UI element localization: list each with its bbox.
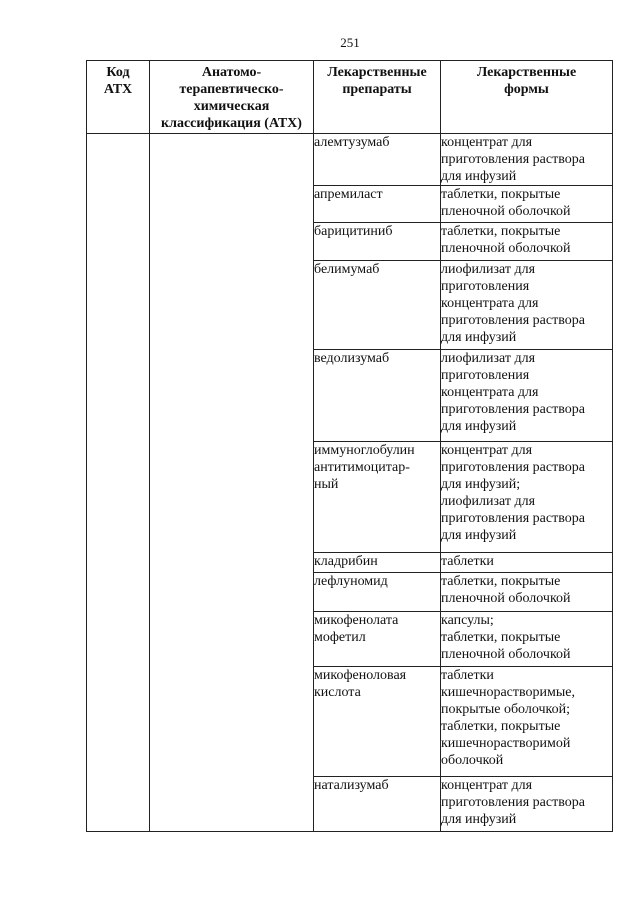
header-dosage-forms: Лекарственные формы xyxy=(441,61,613,134)
atx-code-cell xyxy=(87,134,150,832)
drug-name: алемтузумаб xyxy=(314,134,441,186)
table-header-row xyxy=(87,61,613,134)
header-atx-classification: Анатомо- терапевтическо- химическая классификация (АТХ) xyxy=(150,61,314,134)
dosage-form: таблетки xyxy=(441,553,613,573)
drug-name: натализумаб xyxy=(314,777,441,832)
drug-name: белимумаб xyxy=(314,261,441,350)
drug-name: микофенолата мофетил xyxy=(314,612,441,667)
drug-name: иммуноглобулин антитимоцитар- ный xyxy=(314,442,441,553)
dosage-form: лиофилизат для приготовления концентрата для приготовления раствора для инфузий xyxy=(441,261,613,350)
dosage-form: концентрат для приготовления раствора для инфузий xyxy=(441,777,613,832)
drug-name: апремиласт xyxy=(314,186,441,223)
atx-drug-table xyxy=(86,60,613,832)
page-number: 251 xyxy=(340,35,360,50)
drug-name: микофеноловая кислота xyxy=(314,667,441,777)
dosage-form: концентрат для приготовления раствора для инфузий xyxy=(441,134,613,186)
drug-name: кладрибин xyxy=(314,553,441,573)
header-atx-code: Код АТХ xyxy=(87,61,150,134)
drug-name: барицитиниб xyxy=(314,223,441,261)
dosage-form: таблетки, покрытые пленочной оболочкой xyxy=(441,186,613,223)
dosage-form: капсулы; таблетки, покрытые пленочной оболочкой xyxy=(441,612,613,667)
dosage-form: таблетки кишечнорастворимые, покрытые оболочкой; таблетки, покрытые кишечнорастворимой оболочкой xyxy=(441,667,613,777)
atx-classification-cell xyxy=(150,134,314,832)
drug-name: лефлуномид xyxy=(314,573,441,612)
dosage-form: таблетки, покрытые пленочной оболочкой xyxy=(441,223,613,261)
dosage-form: концентрат для приготовления раствора для инфузий; лиофилизат для приготовления раствора для инфузий xyxy=(441,442,613,553)
dosage-form: таблетки, покрытые пленочной оболочкой xyxy=(441,573,613,612)
table-row xyxy=(87,134,613,186)
dosage-form: лиофилизат для приготовления концентрата для приготовления раствора для инфузий xyxy=(441,350,613,442)
header-drugs: Лекарственные препараты xyxy=(314,61,441,134)
drug-name: ведолизумаб xyxy=(314,350,441,442)
